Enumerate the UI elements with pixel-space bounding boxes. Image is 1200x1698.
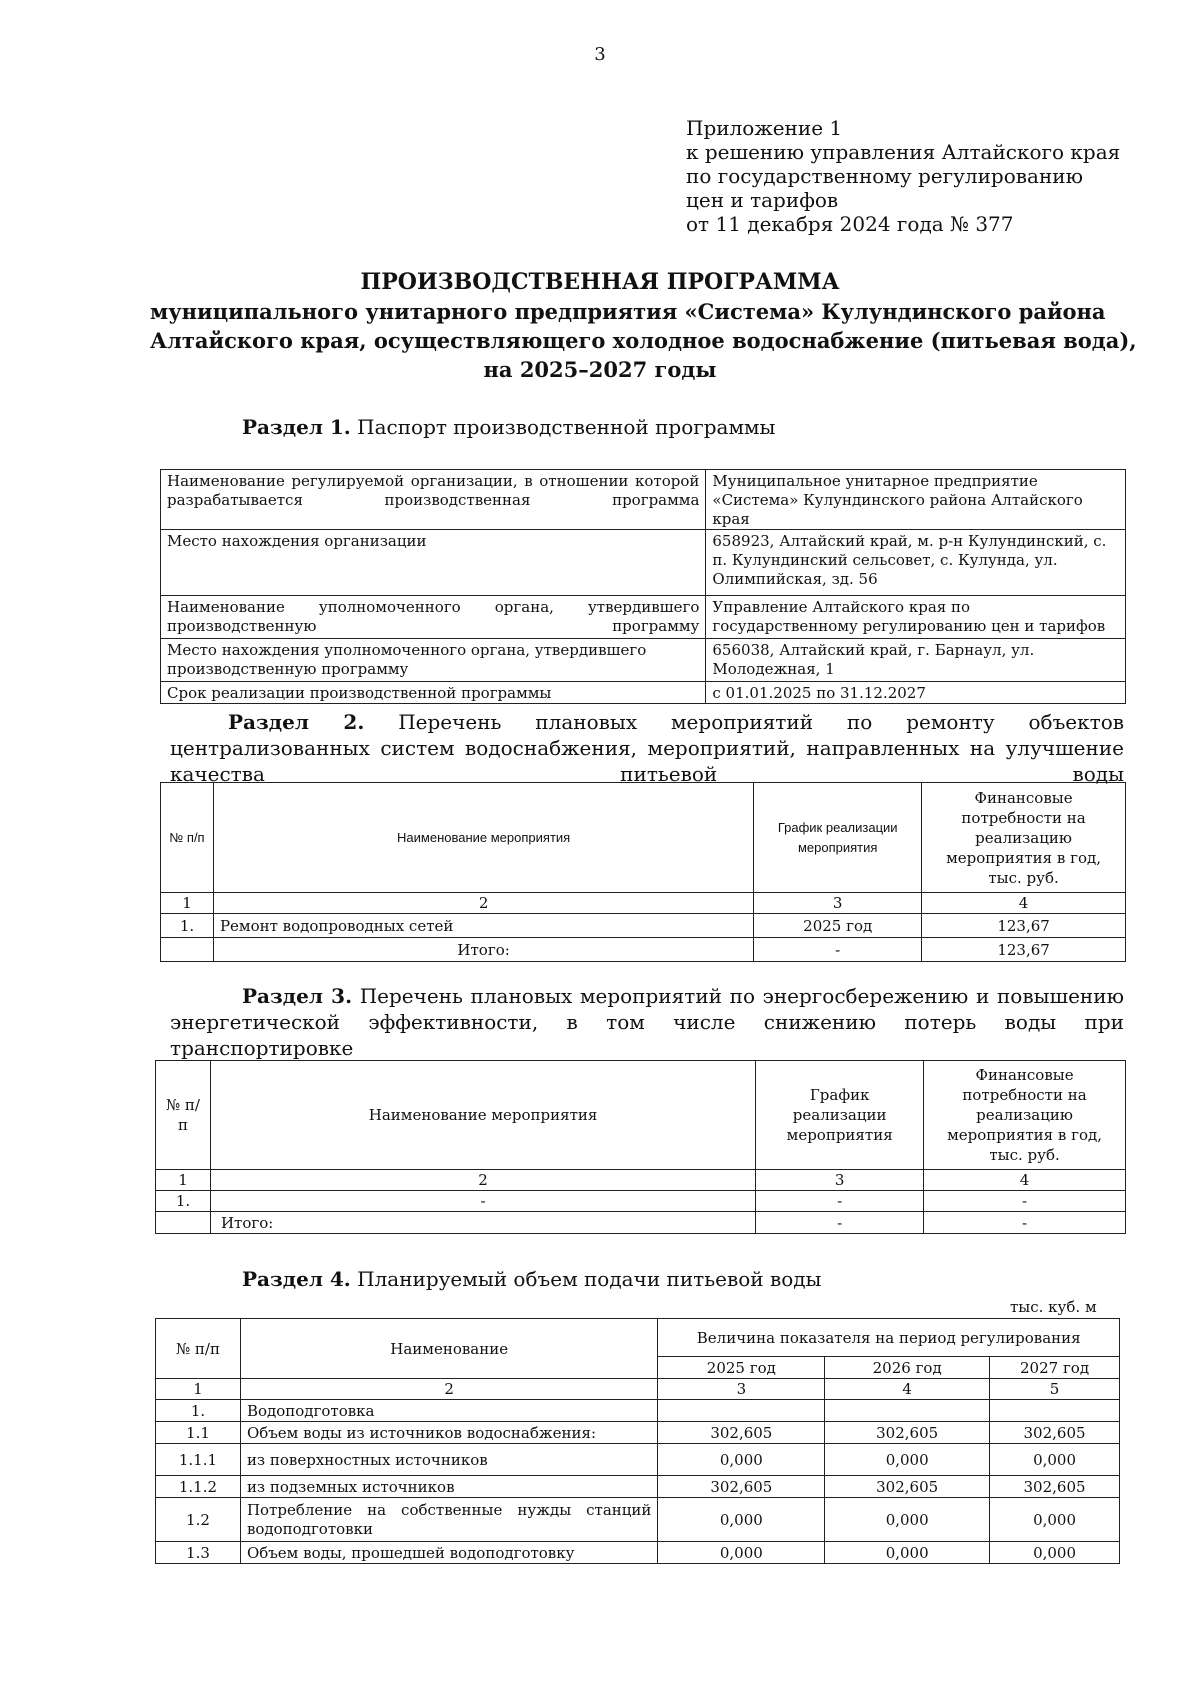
table-header-row	[156, 1061, 1126, 1170]
table-cell: 0,000	[658, 1498, 825, 1542]
table-cell: 3	[658, 1379, 825, 1400]
header-cell: График реализации мероприятия	[754, 783, 922, 893]
table-cell: 123,67	[922, 914, 1126, 938]
table-cell: 3	[754, 893, 922, 914]
table-row	[161, 530, 1126, 596]
table-cell: 1.1.1	[156, 1444, 241, 1476]
appendix-line: от 11 декабря 2024 года № 377	[686, 212, 1014, 236]
table-row	[161, 639, 1126, 682]
section-label: Раздел 1.	[242, 415, 351, 439]
table-cell: 302,605	[825, 1476, 990, 1498]
year-header: 2027 год	[990, 1357, 1120, 1379]
column-number-row	[156, 1170, 1126, 1191]
table-cell: 0,000	[658, 1444, 825, 1476]
table-row	[161, 914, 1126, 938]
table-cell: 1	[156, 1170, 211, 1191]
table-cell: Муниципальное унитарное предприятие «Система» Кулундинского района Алтайского края	[706, 470, 1126, 530]
header-cell: Финансовые потребности на реализацию мероприятия в год, тыс. руб.	[924, 1061, 1126, 1170]
table-cell	[156, 1212, 211, 1234]
total-row	[161, 938, 1126, 962]
table-cell: 0,000	[990, 1444, 1120, 1476]
table-cell: 4	[922, 893, 1126, 914]
header-cell: № п/п	[161, 783, 214, 893]
year-header: 2026 год	[825, 1357, 990, 1379]
passport-table	[160, 469, 1126, 704]
table-cell: 1	[161, 893, 214, 914]
table-cell: 302,605	[825, 1422, 990, 1444]
table-cell: Водоподготовка	[240, 1400, 657, 1422]
table-cell: 302,605	[990, 1422, 1120, 1444]
repair-measures-table	[160, 782, 1126, 962]
total-label: Итого:	[213, 938, 753, 962]
section2-heading	[170, 709, 1124, 787]
table-cell: -	[924, 1191, 1126, 1212]
energy-measures-table	[155, 1060, 1126, 1234]
table-cell: -	[924, 1212, 1126, 1234]
table-cell: Управление Алтайского края по государственному регулированию цен и тарифов	[706, 596, 1126, 639]
year-header: 2025 год	[658, 1357, 825, 1379]
table-cell: 0,000	[990, 1498, 1120, 1542]
table-cell: Место нахождения организации	[161, 530, 706, 596]
title-line: Алтайского края, осуществляющего холодное водоснабжение (питьевая вода),	[150, 328, 1137, 353]
appendix-line: цен и тарифов	[686, 188, 839, 212]
table-cell: 2	[240, 1379, 657, 1400]
table-row	[156, 1476, 1120, 1498]
table-cell: Потребление на собственные нужды станций водоподготовки	[240, 1498, 657, 1542]
table-row	[161, 470, 1126, 530]
table-cell: Наименование регулируемой организации, в отношении которой разрабатывается производственная программа	[161, 470, 706, 530]
section-title: Перечень плановых мероприятий по ремонту объектов централизованных систем водоснабжения, мероприятий, направленных на улучшение качества питьевой воды	[170, 710, 1125, 786]
table-cell: 2025 год	[754, 914, 922, 938]
table-row	[156, 1191, 1126, 1212]
table-cell: 658923, Алтайский край, м. р-н Кулундинский, с. п. Кулундинский сельсовет, с. Кулунда, ул. Олимпийская, зд. 56	[706, 530, 1126, 596]
table-cell: 1.	[156, 1191, 211, 1212]
section-label: Раздел 3.	[242, 984, 353, 1008]
table-cell: 1.3	[156, 1542, 241, 1564]
table-cell: Срок реализации производственной программы	[161, 682, 706, 704]
document-title	[150, 268, 1137, 384]
table-cell: 656038, Алтайский край, г. Барнаул, ул. Молодежная, 1	[706, 639, 1126, 682]
water-supply-volume-table	[155, 1318, 1120, 1564]
table-cell: Ремонт водопроводных сетей	[213, 914, 753, 938]
table-cell	[658, 1400, 825, 1422]
header-cell: Наименование мероприятия	[213, 783, 753, 893]
table-row	[156, 1542, 1120, 1564]
section-title: Перечень плановых мероприятий по энергосбережению и повышению энергетической эффективности, в том числе снижению потерь воды при транспортировке	[170, 984, 1124, 1060]
column-number-row	[161, 893, 1126, 914]
table-cell: 2	[213, 893, 753, 914]
header-cell: График реализации мероприятия	[756, 1061, 924, 1170]
appendix-line: Приложение 1	[686, 116, 843, 140]
table-cell: Объем воды из источников водоснабжения:	[240, 1422, 657, 1444]
table-row	[161, 682, 1126, 704]
table-cell: 1.	[156, 1400, 241, 1422]
table-cell: 302,605	[990, 1476, 1120, 1498]
section-title: Планируемый объем подачи питьевой воды	[357, 1267, 822, 1291]
header-cell: Величина показателя на период регулирования	[658, 1319, 1120, 1357]
appendix-line: к решению управления Алтайского края	[686, 140, 1121, 164]
table-cell: 5	[990, 1379, 1120, 1400]
table-cell: 123,67	[922, 938, 1126, 962]
header-cell: Финансовые потребности на реализацию мероприятия в год, тыс. руб.	[922, 783, 1126, 893]
section-label: Раздел 2.	[228, 710, 365, 734]
table-cell: -	[756, 1212, 924, 1234]
table-cell: -	[210, 1191, 755, 1212]
table-cell: из подземных источников	[240, 1476, 657, 1498]
table-row	[156, 1400, 1120, 1422]
appendix-line: по государственному регулированию	[686, 164, 1084, 188]
header-cell: Наименование мероприятия	[210, 1061, 755, 1170]
table-cell: 0,000	[825, 1498, 990, 1542]
header-cell: № п/п	[156, 1319, 241, 1379]
appendix-block	[686, 116, 1120, 236]
table-cell: 1	[156, 1379, 241, 1400]
table-row	[161, 596, 1126, 639]
table-cell: 1.1	[156, 1422, 241, 1444]
title-line: муниципального унитарного предприятия «Система» Кулундинского района	[150, 299, 1106, 324]
table-cell: 4	[825, 1379, 990, 1400]
table-cell: 1.2	[156, 1498, 241, 1542]
table-cell: 1.1.2	[156, 1476, 241, 1498]
table-header-row	[156, 1319, 1120, 1357]
title-line: ПРОИЗВОДСТВЕННАЯ ПРОГРАММА	[360, 269, 840, 295]
total-row	[156, 1212, 1126, 1234]
table-cell: 2	[210, 1170, 755, 1191]
table-cell: 0,000	[990, 1542, 1120, 1564]
header-cell: Наименование	[240, 1319, 657, 1379]
table-cell: 0,000	[825, 1542, 990, 1564]
table-cell: с 01.01.2025 по 31.12.2027	[706, 682, 1126, 704]
column-number-row	[156, 1379, 1120, 1400]
title-line: на 2025–2027 годы	[483, 357, 717, 382]
table-cell	[161, 938, 214, 962]
section3-heading	[170, 983, 1124, 1061]
section4-heading	[242, 1266, 821, 1292]
section1-heading	[242, 414, 775, 440]
table-cell: Наименование уполномоченного органа, утвердившего производственную программу	[161, 596, 706, 639]
table-row	[156, 1422, 1120, 1444]
table-cell: 302,605	[658, 1476, 825, 1498]
table-cell: 0,000	[658, 1542, 825, 1564]
total-label: Итого:	[210, 1212, 755, 1234]
table-cell	[990, 1400, 1120, 1422]
table-cell: 1.	[161, 914, 214, 938]
table-cell: 4	[924, 1170, 1126, 1191]
table-cell	[825, 1400, 990, 1422]
page-number: 3	[594, 44, 606, 65]
table-cell: -	[756, 1191, 924, 1212]
section-label: Раздел 4.	[242, 1267, 351, 1291]
table-row	[156, 1498, 1120, 1542]
units-label: тыс. куб. м	[1010, 1298, 1097, 1316]
table-cell: из поверхностных источников	[240, 1444, 657, 1476]
table-cell: Объем воды, прошедшей водоподготовку	[240, 1542, 657, 1564]
header-cell: № п/п	[156, 1061, 211, 1170]
table-header-row	[161, 783, 1126, 893]
table-cell: 3	[756, 1170, 924, 1191]
table-cell: 0,000	[825, 1444, 990, 1476]
section-title: Паспорт производственной программы	[357, 415, 776, 439]
table-cell: 302,605	[658, 1422, 825, 1444]
table-row	[156, 1444, 1120, 1476]
table-cell: -	[754, 938, 922, 962]
table-cell: Место нахождения уполномоченного органа, утвердившего производственную программу	[161, 639, 706, 682]
